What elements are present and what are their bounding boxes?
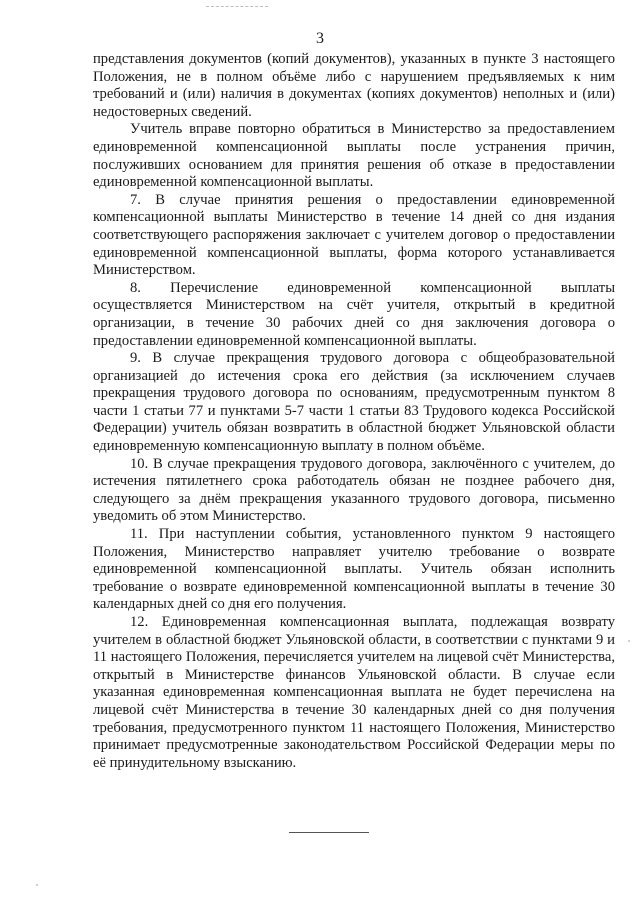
paragraph-repeat-application: Учитель вправе повторно обратиться в Министерство за предоставлением единовременной компенсационной выплаты после устранения причин, послуживших основанием для принятия решения об отказе в предоставлении единовременной компенсационной выплаты. (93, 121, 615, 191)
paragraph-continuation: представления документов (копий документов), указанных в пункте 3 настоящего Положения, не в полном объёме либо с нарушением предъявляемых к ним требований и (или) наличия в документах (копиях документов) неполных и (или) недостоверных сведений. (93, 51, 615, 120)
scan-artifact-dot (628, 640, 630, 642)
paragraph-10: 10. В случае прекращения трудового договора, заключённого с учителем, до истечения пятилетнего срока работодатель обязан не позднее рабочего дня, следующего за днём прекращения указанного трудового договора, письменно уведомить об этом Министерство. (93, 455, 615, 525)
end-of-text-rule (289, 832, 369, 833)
paragraph-12: 12. Единовременная компенсационная выплата, подлежащая возврату учителем в областной бюджет Ульяновской области, в соответствии с пунктами 9 и 11 настоящего Положения, перечисляется учителем на лицевой счёт Министерства, открытый в Министерстве финансов Ульяновской области. В случае если указанная единовременная компенсационная выплата не будет перечислена на лицевой счёт Министерства в течение 30 календарных дней со дня получения требования, предусмотренного пунктом 11 настоящего Положения, Министерство принимает предусмотренные законодательством Российской Федерации меры по её принудительному взысканию. (93, 614, 615, 771)
paragraph-8: 8. Перечисление единовременной компенсационной выплаты осуществляется Министерством на счёт учителя, открытый в кредитной организации, в течение 30 рабочих дней со дня заключения договора о предоставлении единовременной компенсационной выплаты. (93, 279, 615, 349)
paragraph-11: 11. При наступлении события, установленного пунктом 9 настоящего Положения, Министерство направляет учителю требование о возврате единовременной компенсационной выплаты. Учитель обязан исполнить требование о возврате единовременной компенсационной выплаты в течение 30 календарных дней со дня его получения. (93, 526, 615, 613)
document-body (93, 51, 615, 772)
scan-artifact-line (206, 6, 268, 8)
page-number: 3 (316, 30, 324, 47)
scan-artifact-dot (36, 884, 38, 886)
paragraph-9: 9. В случае прекращения трудового договора с общеобразовательной организацией до истечения срока его действия (за исключением случаев прекращения трудового договора по основаниям, предусмотренным пунктом 8 части 1 статьи 77 и пунктами 5-7 части 1 статьи 83 Трудового кодекса Российской Федерации) учитель обязан возвратить в областной бюджет Ульяновской области единовременную компенсационную выплату в полном объёме. (93, 350, 615, 455)
paragraph-7: 7. В случае принятия решения о предоставлении единовременной компенсационной выплаты Министерство в течение 14 дней со дня издания соответствующего распоряжения заключает с учителем договор о предоставлении единовременной компенсационной выплаты, форма которого устанавливается Министерством. (93, 191, 615, 279)
